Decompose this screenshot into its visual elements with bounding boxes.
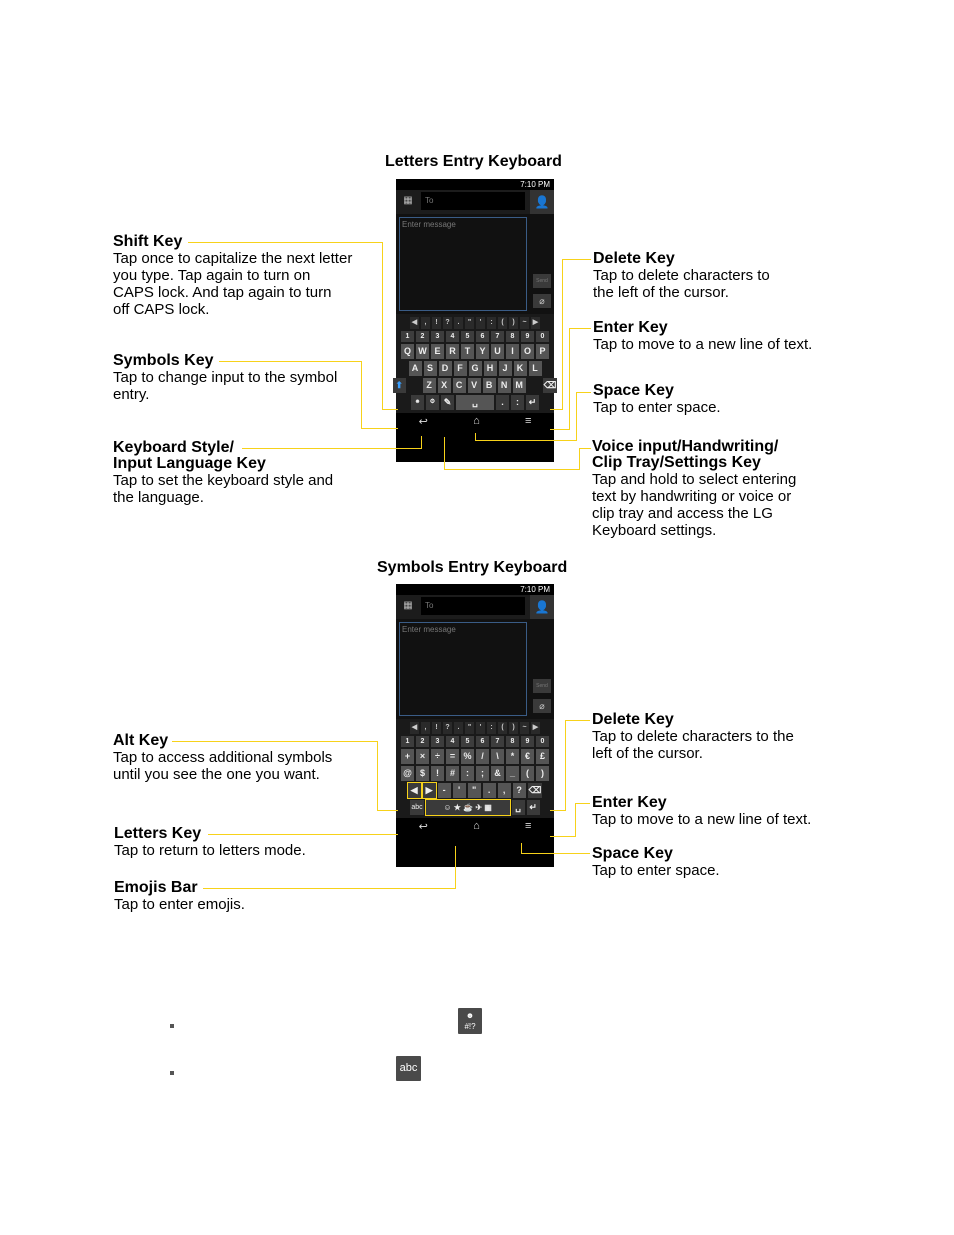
leader-line [421,436,422,449]
delete-key: ⌫ [543,378,558,393]
leader-line [455,846,456,889]
callout-desc: Tap to delete characters to the left of the cursor. [593,267,770,301]
contact-icon: 👤 [530,595,554,619]
enter-key: ↵ [526,395,539,410]
leader-line [242,448,422,449]
callout-title: Voice input/Handwriting/ Clip Tray/Settings Key [592,438,779,471]
callout-desc: Tap to delete characters to the left of the cursor. [592,728,794,762]
leader-line [579,448,580,470]
paperclip-icon: ⌀ [533,294,551,308]
leader-line [475,440,577,441]
back-icon: ↩ [418,415,428,428]
letters-key: abc [410,800,423,815]
symbol-row-3: ◀ ▶ - ' " . , ? ⌫ [398,783,552,798]
leader-line [576,803,590,804]
leader-line [361,428,398,429]
abc-icon-label: abc [399,1062,418,1074]
space-key: ␣ [512,800,525,815]
callout-title: Alt Key [113,732,169,749]
leader-line [569,328,570,430]
callout-desc: Tap to move to a new line of text. [593,336,813,353]
callout-desc: Tap to enter space. [592,862,720,879]
to-field: To [421,192,525,210]
symbols-key-icon [458,1008,482,1034]
status-time: 7:10 PM [520,180,550,189]
callout-desc: Tap to enter emojis. [114,896,245,913]
leader-line [562,259,563,410]
arrow-left-icon: ◀ [410,317,419,329]
nav-bar [396,413,554,429]
keyboard-style-key: ⚙ [426,395,439,410]
nav-bar [396,818,554,834]
callout-desc: Tap to move to a new line of text. [592,811,812,828]
symbols-section-title: Symbols Entry Keyboard [377,559,568,576]
leader-line [444,469,580,470]
leader-line [188,242,382,243]
callout-title: Enter Key [593,319,668,336]
symbols-key: ☻ [411,395,424,410]
symbol-row-2: @ $ ! # : ; & _ ( ) [398,766,552,781]
letters-key-callout [114,826,379,859]
leader-line [444,437,445,470]
leader-line [382,242,383,410]
leader-line [550,810,566,811]
leader-line [570,328,591,329]
callout-title: Enter Key [592,794,667,811]
message-area [396,214,554,314]
leader-line [577,392,591,393]
leader-line [219,361,361,362]
delete-key: ⌫ [528,783,543,798]
paperclip-icon: ⌀ [533,699,551,713]
leader-line [550,409,563,410]
leader-line [521,853,590,854]
suggestion-strip: ◀ , ! ? . " ' : ( ) ~ ▶ [398,317,552,329]
bottom-row: ☻ ⚙ ✎ ␣ . : ↵ [398,395,552,410]
leader-line [575,803,576,837]
leader-line [550,836,576,837]
letters-keyboard [395,314,557,413]
leader-line [550,429,570,430]
space-key-callout [593,383,853,416]
callout-title: Delete Key [592,711,674,728]
leader-line [566,720,590,721]
callout-desc: Tap and hold to select entering text by handwriting or voice or clip tray and access the LG Keyboard settings. [592,471,797,539]
recipient-bar [396,190,554,214]
keyboard-style-callout [113,440,383,506]
status-bar [396,179,554,190]
symbol-row-1: + × ÷ = % / \ * € £ [398,749,552,764]
leader-line [565,720,566,811]
callout-title: Symbols Key [113,352,214,369]
letter-row-3: ⬆ Z X C V B N M ⌫ [398,378,552,393]
menu-icon: ≡ [524,415,532,427]
grid-icon: ▦ [403,600,413,611]
alt-key-right: ▶ [423,783,436,798]
leader-line [377,741,378,811]
enter-key-callout [593,320,853,353]
letter-row-2: A S D F G H J K L [398,361,552,376]
callout-desc: Tap once to capitalize the next letter you type. Tap again to turn on CAPS lock. And tap again to turn off CAPS lock. [113,250,353,318]
smiley-icon: ☻ [465,1011,475,1020]
send-button: Send [533,679,551,693]
voice-input-callout [592,439,854,539]
recipient-bar [396,595,554,619]
symbols-icon-label: #!? [464,1022,476,1031]
leader-line [208,834,398,835]
bullet [170,1024,174,1028]
callout-title: Shift Key [113,233,183,250]
symbols-keyboard [396,719,554,818]
message-field: Enter message [399,622,527,716]
status-bar [396,584,554,595]
emojis-bar-callout [114,880,379,913]
leader-line [521,843,522,854]
callout-title: Letters Key [114,825,202,842]
shift-key-callout [113,234,383,318]
leader-line [361,361,362,429]
home-icon: ⌂ [473,415,480,427]
callout-desc: Tap to change input to the symbol entry. [113,369,338,403]
callout-desc: Tap to access additional symbols until you see the one you want. [113,749,333,783]
number-row: 1 2 3 4 5 6 7 8 9 0 [398,331,552,342]
callout-title: Space Key [592,845,673,862]
contact-icon: 👤 [530,190,554,214]
leader-line [382,409,398,410]
enter-key: ↵ [527,800,540,815]
back-icon: ↩ [418,820,428,833]
symbols-keyboard-screenshot [396,584,554,867]
alt-key-left: ◀ [408,783,421,798]
leader-line [203,888,455,889]
leader-line [563,259,591,260]
space-key-callout [592,846,854,879]
delete-key-callout [593,251,853,301]
to-field: To [421,597,525,615]
letters-keyboard-screenshot [395,179,557,462]
arrow-left-icon: ◀ [410,722,419,734]
leader-line [576,392,577,441]
callout-title: Keyboard Style/ Input Language Key [113,439,266,472]
message-area [396,619,554,719]
home-icon: ⌂ [473,820,480,832]
abc-key-icon [396,1056,421,1081]
arrow-right-icon: ▶ [531,722,540,734]
send-button: Send [533,274,551,288]
callout-title: Delete Key [593,250,675,267]
voice-input-key: ✎ [441,395,454,410]
leader-line [475,433,476,441]
message-field: Enter message [399,217,527,311]
suggestion-strip: ◀ , ! ? . " ' : ( ) ~ ▶ [398,722,552,734]
number-row: 1 2 3 4 5 6 7 8 9 0 [398,736,552,747]
emojis-bar: ☺ ★ ☕ ✈ ▦ [426,800,510,815]
status-time: 7:10 PM [520,585,550,594]
arrow-right-icon: ▶ [531,317,540,329]
delete-key-callout [592,712,854,762]
callout-desc: Tap to set the keyboard style and the language. [113,472,334,506]
callout-title: Space Key [593,382,674,399]
leader-line [172,741,377,742]
callout-desc: Tap to enter space. [593,399,721,416]
callout-title: Emojis Bar [114,879,198,896]
bullet [170,1071,174,1075]
menu-icon: ≡ [524,820,532,832]
enter-key-callout [592,795,854,828]
space-key: ␣ [456,395,494,410]
leader-line [580,448,591,449]
shift-key: ⬆ [393,378,406,393]
grid-icon: ▦ [403,195,413,206]
bottom-row [398,800,552,815]
leader-line [377,810,398,811]
letter-row-1: Q W E R T Y U I O P [398,344,552,359]
callout-desc: Tap to return to letters mode. [114,842,306,859]
letters-section-title: Letters Entry Keyboard [385,153,562,170]
